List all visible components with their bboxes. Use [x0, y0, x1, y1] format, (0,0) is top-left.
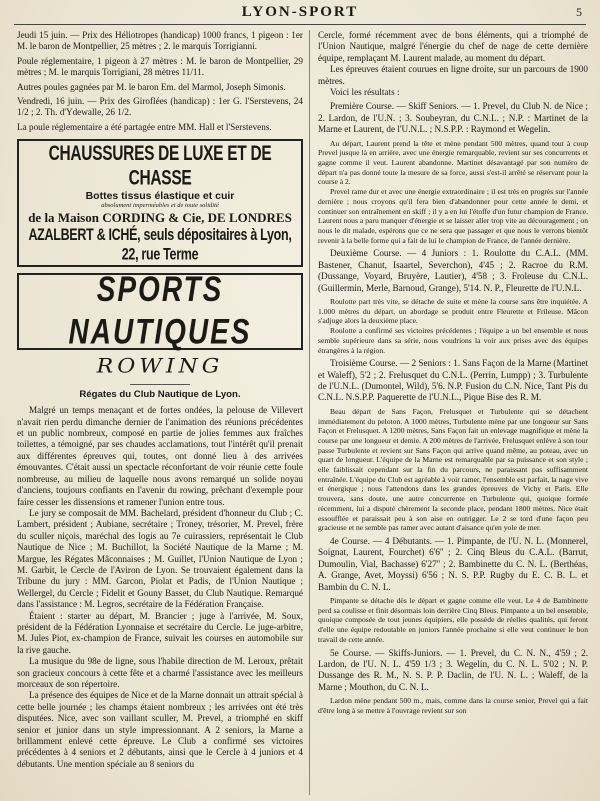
page-header — [14, 0, 586, 26]
column-divider — [309, 30, 310, 795]
race-4-comment: Pimpante se détache dès le départ et gagne comme elle veut. Le 4 de Bambinette perd sa coulisse et finit désormais loin derrière Cinq Bleus. Pimpante a un bel ensemble, quoique composée de tout jeunes équipiers, elle possède de réelles qualités, qui feront d'elle une équipe redoutable en juniors l'année prochaine si elle veut continuer le bon travail de cette année. — [318, 596, 588, 644]
masthead-title: LYON-SPORT — [241, 4, 359, 20]
race-5-results: 5e Course. — Skiffs-Juniors. — 1. Prevel, du C. N. N., 4'59 ; 2. Lardon, de l'U. N. L. 4'59 1/3 ; 3. Wegelin, du C. N. L. 5'02 ; N. P. Dussange des R. M., N. S. P. P. Daclin, de l'U. N. L. ; Waleff, de la Marne ; Mouthon, du C. N. L. — [318, 647, 588, 692]
pigeon-result-3: Autres poules gagnées par M. le baron Em. del Marmol, Joseph Simonis. — [17, 81, 286, 92]
race-1-comment-2: Prevel rame dur et avec une énergie extraordinaire ; il est très en progrès sur l'année dernière ; nous croyons qu'il fera bien d'abandonner pour cette année le demi, et continuer son entraînement en skiff ; il y a en lui l'étoffe d'un futur champion de France. Laurent nous a paru manquer d'énergie et se laisser aller trop vite au découragement ; on nous le dit malade, espérons que ce ne sera que passager et que nous le verrons bientôt revenir à la belle forme qui a fait de lui le champion de France, de l'année dernière. — [318, 187, 588, 245]
section-title: SPORTS NAUTIQUES — [68, 270, 252, 352]
ad-note: absolument imperméables et de toute solidité — [101, 202, 219, 210]
results-intro: Voici les résultats : — [330, 87, 400, 98]
race-1-results: Première Course. — Skiff Seniors. — 1. Prevel, du Club N. de Nice ; 2. Lardon, de l'U.N. ; 3. Soubeyran, du C.N.L. ; N.P. : Martinet de la Marne et Laurent, de l'U.N.L. ; N.S.P.P. : Raymond et Wegelin. — [318, 101, 588, 135]
right-column — [318, 30, 588, 716]
rowing-heading: ROWING — [96, 355, 224, 379]
shoe-advertisement — [17, 139, 303, 267]
ad-headline: CHAUSSURES DE LUXE ET DE CHASSE — [48, 142, 272, 191]
article-subtitle: Régates du Club Nautique de Lyon. — [79, 389, 241, 401]
left-column — [17, 30, 303, 770]
ad-subheadline: Bottes tissus élastique et cuir — [85, 190, 235, 203]
article-paragraph-2: Le jury se composait de MM. Bachelard, président d'honneur du Club ; C. Lambert, président ; Aubiane, secrétaire ; Troney, trésorier, M. Prevel, frère du sculler niçois, maréchal des logis au 7e cuirassiers, représentait le Club Nautique de Nice ; M. Buchillot, la Société Nautique de la Marne ; M. Margue, les Régates Mâconnaises ; M. Guillet, l'Union Nautique de Lyon ; M. Garbit, le Cercle de l'Aviron de Lyon. Se trouvaient également dans la Tribune du jury : MM. Garcon, Piolat et Padis, de l'Union Nautique ; Wellergel, du Cercle ; Fidelit et Gouny Basset, du Club Nautique. Remarqué dans l'assistance : M. Legros, secrétaire de la Fédération Française. — [17, 507, 303, 610]
race-4-results: 4e Course. — 4 Débutants. — 1. Pimpante, de l'U. N. L. (Monnerel, Soignat, Laurent, Fourchet) 6'6'' ; 2. Cinq Bleus du C.A.L. (Barrut, Dumoulin, Vial, Bachasse) 6'27'' ; 2. Bambinette du C. N. L. (Berthéas, A. Grange, Avet, Moyssi) 6'56 ; N. S. P.P. Rugby du E. C. B. L. et Bambin du C. N. L. — [318, 536, 588, 592]
ad-maison: de la Maison CORDING & Cie, DE LONDRES — [28, 210, 292, 226]
pigeon-result-1: Jeudi 15 juin. — Prix des Héliotropes (handicap) 1000 francs, 1 pigeon : 1er M. le baron de Montpellier, 25 mètres ; 2. le marquis Torrigianni. — [17, 30, 303, 52]
article-paragraph-4: La musique du 98e de ligne, sous l'habile direction de M. Leroux, prêtait son gracieux concours à cette fête et a charmé l'assistance avec les meilleurs morceaux de son répertoire. — [17, 656, 303, 689]
race-5-comment: Lardon mène pendant 500 m., mais, comme dans la course senior, Prevel qui a fait d'être long à se mettre à l'ouvrage revient sur son — [318, 696, 588, 715]
race-2-results: Deuxième Course. — 4 Juniors : 1. Roulotte du C.A.L. (MM. Bastener, Chanut, Isaartel, Severchon), 4'45 ; 2. Racroe du R.M. (Dussange, Voyard, Bruyère, Lautier), 4'58 ; 3. Froleuse du C.N.L. (Guillermin, Merle, Barnoud, Grange), 5'14. N. P., Fleurette de l'U.N.L. — [318, 248, 588, 293]
article-paragraph-1: Malgré un temps menaçant et de fortes ondées, la pelouse de Villevert n'avait rien perdu dimanche dernier de l'animation des réunions précédentes et un public nombreux, composé en partie de jolies femmes aux fraîches toilettes, a témoigné, par ses chaudes acclamations, tout l'intérêt qu'il prenait aux différentes épreuves qui, toutes, ont donné lieu à des arrivées émouvantes. C'était aussi un spectacle réconfortant de voir réunie cette foule nombreuse, au milieu de laquelle nous avons remarqué un solide noyau d'anciens, toujours confiants en l'avenir du rowing, prêchant d'exemple pour faire cesser les dissensions et ramener l'union entre tous. — [17, 405, 303, 507]
pigeon-result-4: Vendredi, 16 juin. — Prix des Giroflées (handicap) : 1er G. l'Serstevens, 24 1/2 ; 2. Th. d'Ydewalle, 26 1/2. — [17, 96, 303, 118]
course-note: Les épreuves étaient courues en ligne droite, sur un parcours de 1900 mètres. — [318, 64, 588, 86]
section-banner — [17, 270, 303, 352]
race-2-comment-1: Roulotte part très vite, se détache de suite et mène la course sans être inquiétée. A 1.000 mètres du départ, un abordage se produit entre Fleurette et Frileuse. Mâcon s'adjuge alors la deuxième place. — [318, 297, 588, 326]
race-1-comment-1: Au départ, Laurent prend la tête et mène pendant 500 mètres, quand tout à coup Prevel jusque là en arrière, avec une énergie remarquable, revient sur ses concurrents et gagne comme il veut. Laurent abandonne. Martinet désavantagé par son numéro de départ n'a pas donné toute la mesure de sa force, aussi s'est-il arrêté se réservant pour la course à 2. — [318, 138, 588, 187]
race-2-comment-2: Roulotte a confirmé ses victoires précédentes ; l'équipe a un bel ensemble et nous semble supérieure dans sa série, nous voudrions la voir aux prises avec des équipes étrangères à la région. — [318, 326, 588, 355]
race-3-results: Troisième Course. — 2 Seniors : 1. Sans Façon de la Marne (Martinet et Waleff), 5'2 ; 2. Frelusquet du C.N.L. (Perrin, Lumpp) ; 3. Turbulente de l'U.N.L. (Dumontel, Wild), 5'6. N.P. Fusion du C.N. Nice, Tant Pis du C.N.L. N.S.P.P. Paquerette de l'U.N.L., Pique Bise des R. M. — [318, 358, 588, 403]
article-paragraph-3: Étaient : starter au départ, M. Brancier ; juge à l'arrivée, M. Soux, président de la Fédération Lyonnaise et secrétaire du Cercle. Le juge-arbitre, M. Jules Piot, ex-champion de France, suivait les courses en automobile sur la rive gauche. — [17, 610, 303, 655]
race-3-comment: Beau départ de Sans Façon, Frelusquet et Turbulente qui se détachent immédiatement du peloton. A 1000 mètres, Turbulente mène par une longueur sur Sans Façon et Frelusquet. A 1200 mètres, Sans Façon fait un enlevage magnifique et mène la course par une longueur et demie. A 200 mètres de l'arrivée, Frelusquet enlève à son tour passe Turbulente et revient sur Sans Façon qui arrive quand même, au poteau, avec un quart de longueur. L'équipe de la Marne est remarquable par sa puissance et son style ; elle faiblissait cependant sur la fin du parcours, ne paraissant pas suffisamment entraînée. L'équipe du Club est agréable à voir ramer, l'ensemble est parfait, la nage vive et énergique ; nous l'attendons dans les grandes épreuves de Vichy et Paris. Elle trouvera, sans doute, une autre concurrente en Turbulente qui, quoique formée récemment, lui a disputé chèrement la seconde place, pendant 1800 mètres. Nice était essoufflée et paraissait peu à son aise en outrigger. Le 2 se tord d'une façon peu gracieuse et ne semble pas ramer avec autant d'aisance qu'en yole de mer. — [318, 406, 588, 533]
article-paragraph-5: La présence des équipes de Nice et de la Marne donnait un attrait spécial à cette belle journée ; les champs étaient nombreux ; les arrivées ont été très disputées. Nice, avec son vaillant sculler, M. Prevel, a triomphé en skiff senior et junior dans un style impressionnant. A 2 seniors, la Marne a brillamment enlevé cette épreuve. Le Club a confirmé ses victoires précédentes à 4 seniors et 2 débutants, ainsi que le Cercle à 4 juniors et 4 débutants. Une mention spéciale au 8 seniors du — [17, 690, 303, 769]
page-number: 5 — [576, 5, 582, 19]
heading-rule — [130, 384, 190, 385]
header-rule — [14, 24, 586, 25]
ad-dealer: AZALBERT & ICHÉ, seuls dépositaires à Lyon, 22, rue Terme — [28, 225, 292, 264]
pigeon-result-5: La poule réglementaire a été partagée entre MM. Hall et l'Serstevens. — [17, 121, 272, 132]
article-continued: Cercle, formé récemment avec de bons éléments, qui a triomphé de l'Union Nautique, malgré l'énergie du chef de nage de cette dernière équipe, remplaçant M. Laurent malade, au moment du départ. — [318, 30, 588, 63]
pigeon-result-2: Poule réglementaire, 1 pigeon à 27 mètres : M. le baron de Montpellier, 29 mètres ; M. le marquis Torrigiani, 28 mètres 11/11. — [17, 55, 303, 78]
